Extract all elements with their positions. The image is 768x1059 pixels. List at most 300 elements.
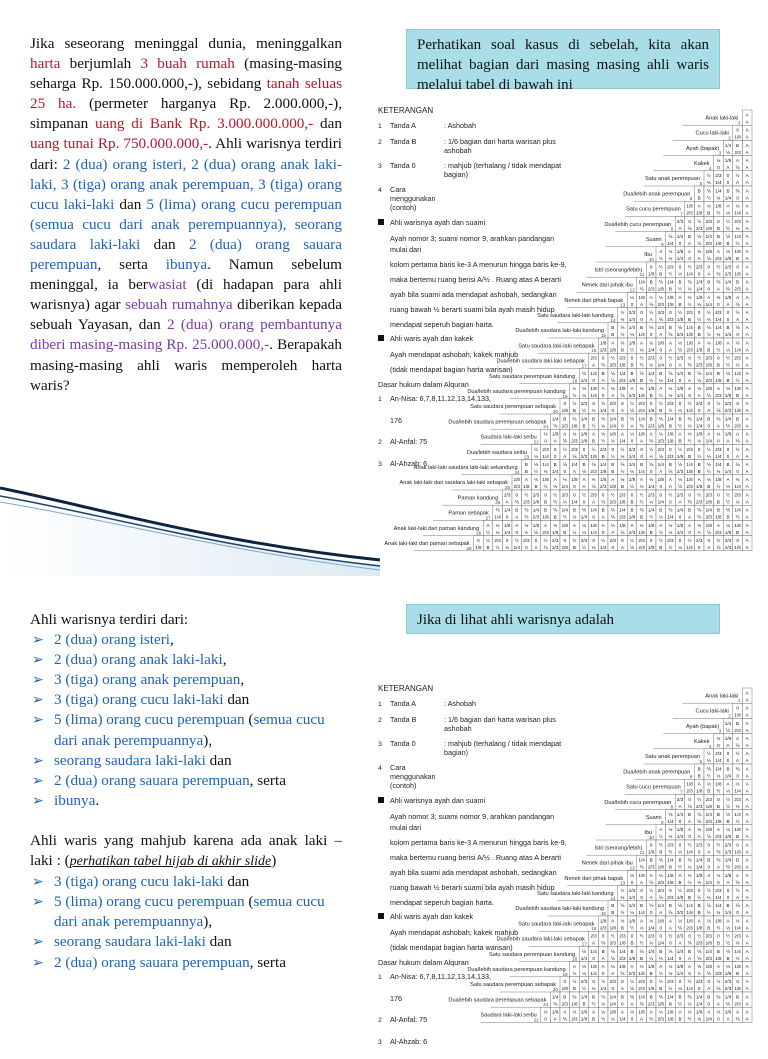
- cell-code: ⅙: [581, 507, 587, 513]
- cell-code: 1/4: [619, 1016, 626, 1022]
- cell-code: B: [668, 1001, 672, 1007]
- cell-code: ⅙: [735, 1016, 740, 1022]
- list-item-text: 2 (dua) orang isteri: [54, 631, 170, 649]
- cell-code: ⅙: [706, 461, 712, 467]
- cell-code: ⅙: [591, 484, 596, 490]
- cell-code: 2/3: [580, 979, 588, 985]
- list-item: [30, 953, 342, 973]
- cell-code: ⅙: [600, 994, 606, 1000]
- cell-code: ½: [706, 910, 711, 916]
- cell-code: A: [745, 468, 749, 474]
- cell-code: 2/3: [734, 286, 741, 292]
- cell-code: ½: [601, 438, 606, 444]
- cell-code: 1/4: [667, 416, 674, 422]
- cell-code: B: [707, 279, 711, 285]
- cell-code: 1/8: [715, 240, 722, 246]
- cell-code: ½: [658, 834, 663, 840]
- cell-code: ⅓: [697, 301, 702, 307]
- arrow-bullet-icon: ➢: [32, 772, 44, 789]
- cell-code: 1/4: [734, 811, 741, 817]
- law-number: 1: [378, 974, 382, 981]
- cell-code: 1/8: [734, 134, 741, 140]
- cell-code: 1/4: [715, 903, 722, 909]
- cell-code: 1/8: [571, 423, 578, 429]
- heir-label: Dua/lebih cucu perempuan: [604, 221, 672, 228]
- paragraph-segment: berjumlah: [60, 55, 141, 73]
- cell-code: 2/3: [734, 933, 741, 939]
- cell-code: 1/8: [648, 522, 655, 528]
- row-number: 10: [648, 835, 654, 840]
- cell-code: ⅓: [658, 377, 663, 383]
- cell-code: 0: [697, 544, 701, 550]
- cell-code: 1/8: [705, 225, 712, 231]
- cell-code: ½: [658, 392, 663, 398]
- cell-code: 2/3: [600, 446, 607, 452]
- cell-code: 0: [669, 940, 672, 946]
- cell-code: 1/4: [648, 370, 655, 376]
- cell-code: ½: [572, 970, 577, 976]
- cell-code: 1/8: [638, 392, 645, 398]
- cell-code: A: [745, 173, 749, 179]
- cell-code: A: [716, 827, 720, 833]
- cell-code: ½: [668, 408, 673, 414]
- cell-code: ⅙: [677, 461, 683, 467]
- cell-code: ⅓: [706, 203, 711, 209]
- cell-code: ⅓: [630, 431, 634, 437]
- heir-label: Ayah (bapak): [686, 145, 720, 152]
- cell-code: 1/4: [571, 499, 578, 505]
- cell-code: A: [745, 727, 749, 733]
- cell-code: 2/3: [734, 492, 741, 498]
- paragraph-segment: . Ahli warisnya terdiri dari:: [30, 135, 342, 173]
- row-number: 20: [552, 409, 558, 414]
- list-item: [30, 892, 342, 932]
- legend-number: 4: [378, 187, 382, 194]
- cell-code: 2/3: [628, 970, 636, 976]
- cell-code: 2/3: [580, 537, 588, 543]
- cell-code: 0: [707, 842, 711, 848]
- note-line: Ayah mendapat ashobah; kakek mahjub: [390, 928, 519, 937]
- cell-code: 1/8: [696, 1009, 703, 1015]
- cell-code: 2/3: [523, 499, 530, 505]
- cell-code: 1/8: [724, 529, 732, 535]
- cell-code: B: [697, 910, 701, 916]
- cell-code: 1/4: [590, 507, 597, 513]
- cell-code: ½: [658, 264, 663, 270]
- cell-code: 1/8: [609, 1009, 616, 1015]
- cell-code: 1/4: [724, 468, 732, 474]
- heir-label: Satu cucu perempuan: [626, 784, 681, 791]
- cell-code: A: [736, 294, 740, 300]
- cell-code: 1/4: [513, 544, 520, 550]
- cell-code: ½: [620, 910, 625, 916]
- cell-code: ⅓: [687, 431, 692, 437]
- cell-code: A: [745, 210, 749, 216]
- cell-code: 1/4: [657, 461, 664, 467]
- cell-code: 1/8: [705, 963, 712, 969]
- cell-code: ⅙: [706, 903, 712, 909]
- cell-code: 1/4: [667, 857, 674, 863]
- cell-code: A: [678, 940, 682, 946]
- cell-code: 1/8: [609, 347, 616, 353]
- law-text: 176: [390, 994, 402, 1003]
- cell-code: 1/4: [715, 188, 722, 194]
- cell-code: B: [707, 484, 711, 490]
- paragraph-segment: ibunya: [165, 256, 208, 274]
- cell-code: A: [716, 286, 720, 292]
- cell-code: 1/8: [648, 544, 655, 550]
- cell-code: A: [745, 401, 749, 407]
- cell-code: ½: [678, 286, 682, 292]
- cell-code: A: [688, 818, 692, 824]
- cell-code: 1/4: [667, 818, 674, 824]
- cell-code: 1/8: [705, 940, 712, 946]
- cell-code: B: [640, 955, 644, 961]
- cell-code: 1/4: [705, 370, 712, 376]
- cell-code: 2/3: [696, 940, 703, 946]
- cell-code: A: [659, 522, 663, 528]
- heir-label: Nenek dari pihak ibu: [581, 860, 633, 867]
- cell-code: B: [563, 416, 567, 422]
- cell-code: ⅓: [668, 392, 673, 398]
- cell-code: A: [745, 453, 749, 459]
- cell-code: ½: [726, 225, 730, 231]
- cell-code: B: [553, 514, 557, 520]
- cell-code: ⅓: [706, 894, 711, 900]
- cell-code: 1/4: [590, 970, 597, 976]
- cell-code: ⅙: [725, 149, 731, 155]
- cell-code: 0: [697, 408, 701, 414]
- cell-code: 1/8: [657, 286, 664, 292]
- cell-code: A: [611, 970, 615, 976]
- list-item-text: 5 (lima) orang cucu perempuan: [54, 893, 245, 911]
- list-item-text: 3 (tiga) orang anak perempuan: [54, 671, 241, 689]
- cell-code: ½: [630, 537, 634, 543]
- legend-number: 3: [378, 741, 382, 748]
- cell-code: ⅓: [620, 918, 625, 924]
- cell-code: ⅙: [620, 461, 625, 467]
- cell-code: A: [640, 340, 644, 346]
- cell-code: 0: [592, 514, 595, 520]
- note-header-text: Ahli waris ayah dan kakek: [390, 334, 474, 343]
- cell-code: ½: [687, 301, 692, 307]
- cell-code: ½: [726, 499, 730, 505]
- cell-code: A: [745, 735, 749, 741]
- cell-code: 1/8: [705, 362, 712, 368]
- cell-code: 0: [669, 446, 672, 452]
- cell-code: 1/8: [609, 431, 616, 437]
- cell-code: ½: [706, 468, 711, 474]
- row-number: 27: [485, 515, 491, 521]
- cell-code: ½: [582, 492, 586, 498]
- cell-code: 2/3: [676, 933, 684, 939]
- cell-code: B: [592, 416, 596, 422]
- cell-code: 1/4: [686, 325, 693, 331]
- cell-code: 0: [601, 529, 605, 535]
- cell-code: ⅙: [639, 370, 644, 376]
- cell-code: B: [620, 416, 624, 422]
- cell-code: 0: [659, 925, 663, 931]
- cell-code: ⅙: [716, 544, 721, 550]
- cell-code: ⅓: [697, 385, 702, 391]
- cell-code: 2/3: [705, 818, 712, 824]
- cell-code: 1/4: [686, 544, 693, 550]
- cell-code: 0: [621, 537, 624, 543]
- cell-code: 1/4: [648, 484, 655, 490]
- cell-code: 1/4: [571, 461, 578, 467]
- list-item-text: 5 (lima) orang cucu perempuan: [54, 711, 245, 729]
- cell-code: A: [611, 529, 615, 535]
- cell-code: 1/4: [705, 233, 712, 239]
- cell-code: 0: [688, 796, 691, 802]
- note-line: maka bertemu ruang berisi A/½ . Ruang atas A berarti: [390, 275, 561, 284]
- cell-code: 2/3: [734, 796, 741, 802]
- row-number: 19: [562, 393, 568, 399]
- cell-code: 1/8: [715, 203, 722, 209]
- cell-code: B: [688, 811, 692, 817]
- cell-code: 1/8: [619, 385, 626, 391]
- paragraph-segment: . Berapakah masing-masing ahli waris memperoleh harta waris?: [30, 336, 342, 394]
- cell-code: A: [572, 385, 576, 391]
- cell-code: 0: [707, 286, 711, 292]
- cell-code: A: [620, 408, 624, 414]
- cell-code: ⅙: [658, 416, 664, 422]
- cell-code: 0: [563, 468, 567, 474]
- cell-code: B: [688, 233, 692, 239]
- cell-code: ⅙: [725, 286, 731, 292]
- cell-code: 1/8: [648, 849, 655, 855]
- cell-code: 1/4: [705, 507, 712, 513]
- cell-code: B: [515, 507, 519, 513]
- cell-code: ½: [601, 537, 606, 543]
- cell-code: 1/4: [686, 271, 693, 277]
- cell-code: A: [736, 735, 740, 741]
- cell-code: A: [716, 864, 720, 870]
- cell-code: B: [592, 438, 596, 444]
- cell-code: ⅓: [620, 340, 625, 346]
- cell-code: A: [745, 286, 749, 292]
- cell-code: ⅙: [725, 507, 731, 513]
- cell-code: B: [524, 461, 528, 467]
- list-item-text: dan: [205, 933, 232, 951]
- cell-code: 2/3: [734, 423, 741, 429]
- cell-code: 2/3: [705, 514, 712, 520]
- cell-code: 1/8: [686, 203, 693, 209]
- cell-code: B: [649, 392, 653, 398]
- cell-code: ⅙: [572, 994, 577, 1000]
- heir-label: Dua/lebih saudara laki-laki sebapak: [496, 358, 585, 365]
- cell-code: 0: [678, 377, 682, 383]
- cell-code: 2/3: [513, 484, 520, 490]
- cell-code: ⅙: [687, 416, 692, 422]
- cell-code: B: [726, 903, 730, 909]
- cell-code: ½: [726, 796, 730, 802]
- decorative-swoosh: [0, 470, 380, 576]
- cell-code: ½: [591, 1001, 596, 1007]
- cell-code: 2/3: [657, 446, 664, 452]
- cell-code: 1/8: [696, 872, 703, 878]
- cell-code: ⅓: [572, 1009, 577, 1015]
- cell-code: A: [745, 218, 749, 224]
- cell-code: A: [688, 249, 692, 255]
- cell-code: 1/8: [638, 431, 645, 437]
- cell-code: 1/4: [667, 377, 674, 383]
- cell-code: A: [707, 986, 711, 992]
- cell-code: 1/8: [600, 477, 607, 483]
- cell-code: 2/3: [667, 979, 674, 985]
- cell-code: ½: [697, 453, 702, 459]
- cell-code: ⅙: [725, 1001, 731, 1007]
- cell-code: 1/4: [734, 233, 741, 239]
- row-number: 14: [610, 895, 616, 901]
- cell-code: 1/8: [705, 385, 712, 391]
- heir-label: Suami: [645, 815, 662, 822]
- cell-code: B: [563, 994, 567, 1000]
- arrow-bullet-icon: ➢: [32, 712, 44, 729]
- cell-code: 0: [688, 933, 691, 939]
- cell-code: A: [707, 408, 711, 414]
- cell-code: ½: [706, 887, 711, 893]
- cell-code: ⅓: [620, 453, 625, 459]
- cell-code: 0: [726, 887, 730, 893]
- cell-code: B: [620, 347, 624, 353]
- cell-code: 1/8: [724, 431, 732, 437]
- cell-code: 1/8: [667, 438, 674, 444]
- cell-code: A: [688, 385, 692, 391]
- cell-code: 0: [717, 164, 720, 170]
- cell-code: ⅓: [735, 781, 740, 787]
- note-line: ayah bila suami ada mendapat ashobah, sedangkan: [390, 868, 557, 877]
- cell-code: ⅓: [687, 864, 692, 870]
- cell-code: 1/4: [676, 233, 684, 239]
- cell-code: ⅙: [648, 1016, 654, 1022]
- cell-code: A: [745, 233, 749, 239]
- cell-code: 1/8: [667, 294, 674, 300]
- cell-code: A: [611, 392, 615, 398]
- cell-code: ½: [553, 499, 558, 505]
- cell-code: ⅓: [601, 423, 606, 429]
- cell-code: ⅙: [658, 994, 664, 1000]
- cell-code: ⅓: [582, 529, 586, 535]
- cell-code: ⅙: [687, 857, 692, 863]
- row-number: 3: [718, 150, 722, 156]
- cell-code: 0: [736, 842, 739, 848]
- cell-code: ⅓: [658, 431, 663, 437]
- cell-code: A: [745, 751, 749, 757]
- cell-code: 1/8: [686, 910, 693, 916]
- list-item: [30, 670, 342, 690]
- cell-code: ⅓: [706, 781, 711, 787]
- heir-label: Nenek dari pihak bapak: [564, 875, 624, 882]
- cell-code: 2/3: [619, 955, 626, 961]
- cell-code: ½: [726, 218, 730, 224]
- cell-code: A: [678, 1009, 682, 1015]
- heir-label: Satu saudara laki-laki kandung: [537, 891, 614, 898]
- cell-code: 1/8: [628, 340, 636, 346]
- cell-code: 2/3: [705, 218, 712, 224]
- cell-code: ⅓: [630, 468, 634, 474]
- cell-code: 0: [726, 758, 730, 764]
- cell-code: 0: [726, 309, 730, 315]
- cell-code: 2/3: [667, 401, 674, 407]
- cell-code: A: [697, 970, 701, 976]
- legend-name: Tanda B: [390, 137, 417, 146]
- cell-code: B: [726, 514, 730, 520]
- cell-code: A: [668, 340, 672, 346]
- cell-code: 0: [544, 492, 547, 498]
- cell-code: B: [726, 377, 730, 383]
- cell-code: ⅓: [639, 963, 644, 969]
- note-line: Ayah nomor 3; suami nomor 9, arahkan pandangan mulai dari: [390, 234, 555, 254]
- cell-code: B: [736, 720, 740, 726]
- cell-code: A: [745, 544, 749, 550]
- cell-code: 0: [649, 401, 653, 407]
- cell-code: ⅙: [600, 362, 606, 368]
- cell-code: ⅓: [706, 340, 711, 346]
- cell-code: B: [697, 903, 701, 909]
- cell-code: 0: [669, 499, 672, 505]
- cell-code: ⅙: [735, 766, 740, 772]
- row-number: 2: [728, 135, 731, 141]
- cell-code: B: [697, 766, 701, 772]
- cell-code: A: [649, 294, 653, 300]
- cell-code: 1/4: [638, 994, 645, 1000]
- row-number: 20: [552, 987, 558, 992]
- cell-code: ½: [582, 544, 586, 550]
- cell-code: 2/3: [696, 401, 703, 407]
- cell-code: 2/3: [648, 933, 655, 939]
- arrow-bullet-icon: ➢: [32, 874, 44, 891]
- cell-code: 1/4: [696, 416, 703, 422]
- cell-code: A: [745, 370, 749, 376]
- cell-code: ½: [658, 979, 663, 985]
- cell-code: A: [745, 431, 749, 437]
- cell-code: 0: [736, 773, 739, 779]
- cell-code: 2/3: [686, 446, 693, 452]
- cell-code: ⅓: [658, 294, 663, 300]
- cell-code: A: [707, 294, 711, 300]
- row-number: 28: [476, 530, 482, 536]
- cell-code: ½: [514, 537, 519, 543]
- cell-code: 2/3: [561, 492, 568, 498]
- cell-code: 1/4: [532, 507, 540, 513]
- cell-code: 1/8: [667, 301, 674, 307]
- cell-code: 1/4: [724, 910, 732, 916]
- cell-code: 1/8: [715, 918, 722, 924]
- cell-code: 0: [477, 537, 480, 543]
- cell-code: 1/8: [734, 986, 741, 992]
- cell-code: ½: [687, 537, 692, 543]
- cell-code: 2/3: [686, 887, 693, 893]
- cell-code: ⅓: [658, 872, 663, 878]
- cell-code: A: [745, 948, 749, 954]
- cell-code: ⅓: [678, 477, 682, 483]
- cell-code: ⅙: [572, 453, 577, 459]
- list-item-text: semua cucu dari anak perempuannya: [54, 711, 325, 749]
- cell-code: A: [601, 963, 605, 969]
- cell-code: 1/4: [715, 316, 722, 322]
- cell-code: B: [716, 940, 720, 946]
- cell-code: 0: [592, 537, 595, 543]
- cell-code: ½: [735, 173, 740, 179]
- heir-label: Satu saudara perempuan kandung: [489, 373, 576, 380]
- row-number: 7: [680, 211, 683, 217]
- cell-code: 1/4: [676, 529, 684, 535]
- cell-code: ⅓: [735, 803, 740, 809]
- cell-code: 1/4: [724, 279, 732, 285]
- cell-code: 1/8: [724, 157, 732, 163]
- legend-number: 1: [378, 123, 382, 130]
